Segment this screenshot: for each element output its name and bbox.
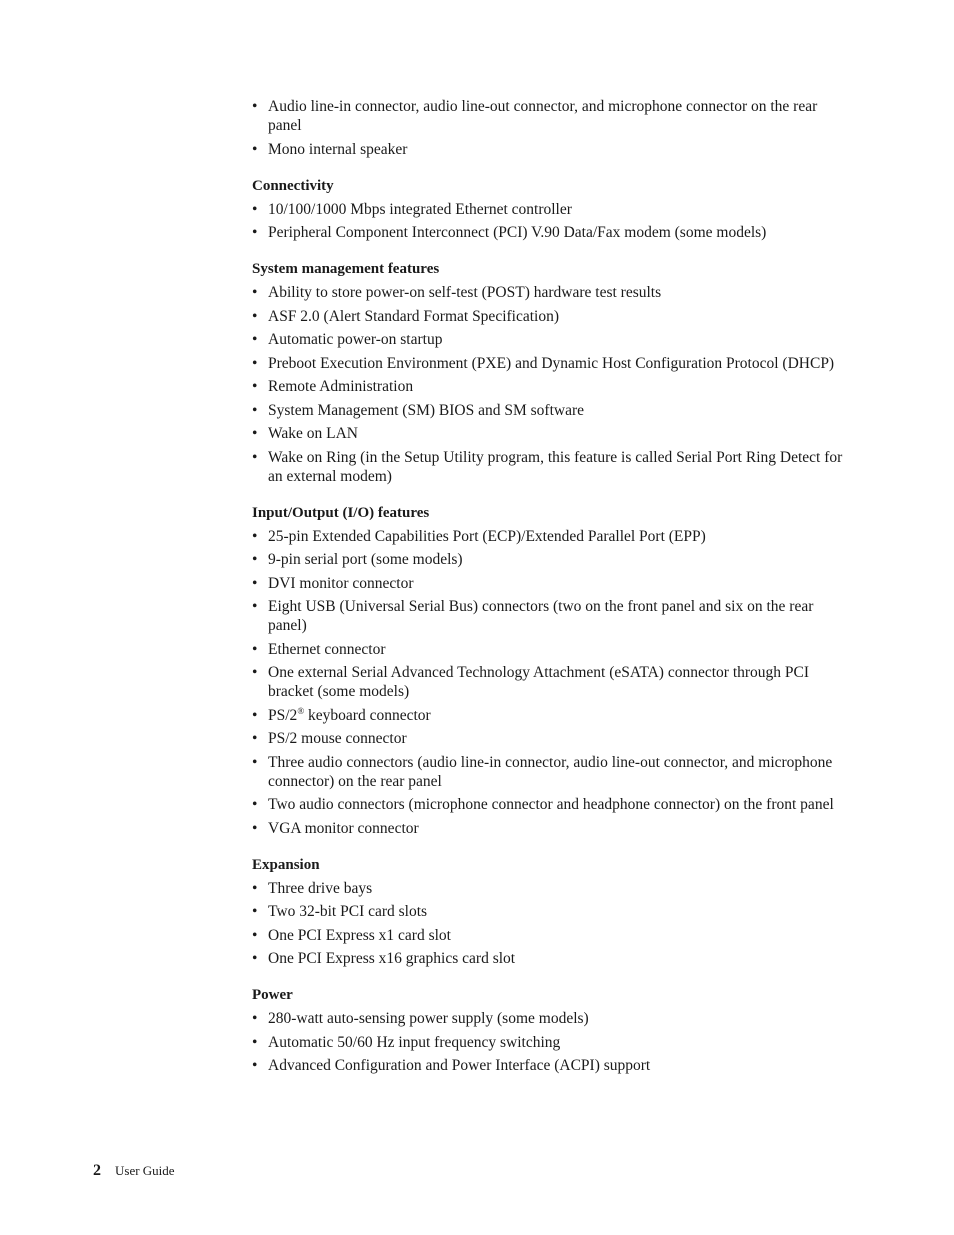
section-list [252,527,844,838]
list-item-text: Three drive bays [268,879,373,897]
list-item [252,223,844,242]
list-item [252,424,844,443]
list-item [252,597,844,635]
list-item [252,330,844,349]
page-content [252,97,844,1080]
section-list [252,283,844,486]
list-item-text: Remote Administration [268,378,414,395]
list-item-text: Three audio connectors (audio line-in connector, audio line-out connector, and microphone connector) on the rear panel [268,753,833,790]
list-item [252,663,844,701]
section-heading: Connectivity [252,177,334,194]
bullet-icon: • [252,551,258,568]
bullet-icon: • [252,796,258,813]
section-list [252,200,844,243]
bullet-icon: • [252,950,258,967]
list-item [252,1033,844,1052]
section-list [252,1009,844,1075]
list-item-text: One PCI Express x16 graphics card slot [268,950,516,967]
list-item [252,729,844,748]
list-item [252,283,844,302]
list-item-text: One external Serial Advanced Technology Attachment (eSATA) connector through PCI bracket (some models) [268,664,810,700]
list-item-text: Wake on Ring (in the Setup Utility program, this feature is called Serial Port Ring Detect for an external modem) [268,448,843,485]
list-item [252,401,844,420]
list-item [252,200,844,219]
list-item [252,354,844,373]
bullet-icon: • [252,903,258,920]
section-heading: Input/Output (I/O) features [252,504,430,521]
section-list [252,879,844,969]
list-item-text: 9-pin serial port (some models) [268,551,463,568]
bullet-icon: • [252,879,258,897]
list-item-text: Audio line-in connector, audio line-out connector, and microphone connector on the rear panel [268,98,818,134]
section-system-management-features [252,260,844,486]
bullet-icon: • [252,730,258,747]
bullet-icon: • [252,307,258,325]
list-item [252,377,844,396]
list-item-text: 25-pin Extended Capabilities Port (ECP)/Extended Parallel Port (EPP) [268,527,706,545]
list-item [252,753,844,791]
bullet-icon: • [252,664,258,681]
list-item-text: Eight USB (Universal Serial Bus) connectors (two on the front panel and six on the rear panel) [268,598,814,634]
bullet-icon: • [252,140,258,158]
list-item-text: One PCI Express x1 card slot [268,926,451,944]
footer-title: User Guide [115,1163,175,1178]
bullet-icon: • [252,448,258,466]
bullet-icon: • [252,706,258,724]
list-item [252,926,844,945]
list-item [252,97,844,135]
bullet-icon: • [252,331,258,348]
bullet-icon: • [252,98,258,115]
list-item-text: PS/2 mouse connector [268,730,407,747]
list-item-text: Mono internal speaker [268,140,408,158]
intro-list [252,97,844,159]
list-item-text: 10/100/1000 Mbps integrated Ethernet controller [268,200,572,218]
list-item [252,706,844,725]
bullet-icon: • [252,574,258,592]
section-connectivity [252,177,844,243]
list-item-text: VGA monitor connector [268,819,419,837]
list-item [252,819,844,838]
section-heading: Power [252,987,293,1003]
bullet-icon: • [252,425,258,442]
bullet-icon: • [252,200,258,218]
list-item [252,879,844,898]
list-item-text: Ethernet connector [268,640,386,658]
list-item-text: Advanced Configuration and Power Interface (ACPI) support [268,1057,651,1074]
section-heading: Expansion [252,856,320,873]
list-item [252,448,844,486]
list-item [252,640,844,659]
list-item-text: 280-watt auto-sensing power supply (some models) [268,1010,589,1027]
bullet-icon: • [252,401,258,419]
bullet-icon: • [252,819,258,837]
sections-container [252,177,844,1076]
page-number: 2 [93,1162,101,1179]
list-item [252,1056,844,1075]
list-item-text: Wake on LAN [268,425,359,442]
list-item-text: System Management (SM) BIOS and SM software [268,401,584,419]
bullet-icon: • [252,1033,258,1051]
list-item-text: Two 32-bit PCI card slots [268,903,428,920]
bullet-icon: • [252,640,258,658]
bullet-icon: • [252,1057,258,1074]
list-item-text: Preboot Execution Environment (PXE) and Dynamic Host Configuration Protocol (DHCP) [268,354,835,372]
bullet-icon: • [252,527,258,545]
section-heading: System management features [252,261,440,277]
list-item [252,902,844,921]
list-item [252,550,844,569]
list-item [252,307,844,326]
bullet-icon: • [252,1010,258,1027]
list-item-text: Ability to store power-on self-test (POST) hardware test results [268,284,662,301]
list-item [252,574,844,593]
list-item [252,1009,844,1028]
bullet-icon: • [252,598,258,615]
bullet-icon: • [252,224,258,241]
page-footer [93,1162,175,1180]
bullet-icon: • [252,926,258,944]
list-item [252,795,844,814]
section-power [252,986,844,1075]
list-item-text: ASF 2.0 (Alert Standard Format Specification) [268,307,560,325]
list-item-text: DVI monitor connector [268,574,414,592]
bullet-icon: • [252,284,258,301]
list-item [252,140,844,159]
section-input-output-i-o-features [252,504,844,838]
bullet-icon: • [252,753,258,771]
list-item-text: Two audio connectors (microphone connector and headphone connector) on the front panel [268,796,834,813]
list-item-text: Automatic 50/60 Hz input frequency switching [268,1033,561,1051]
section-expansion [252,856,844,969]
bullet-icon: • [252,378,258,395]
list-item-text: Automatic power-on startup [268,331,443,348]
list-item-text: Peripheral Component Interconnect (PCI) V.90 Data/Fax modem (some models) [268,224,767,241]
list-item-text: PS/2® keyboard connector [268,705,431,724]
list-item [252,949,844,968]
list-item [252,527,844,546]
bullet-icon: • [252,354,258,372]
